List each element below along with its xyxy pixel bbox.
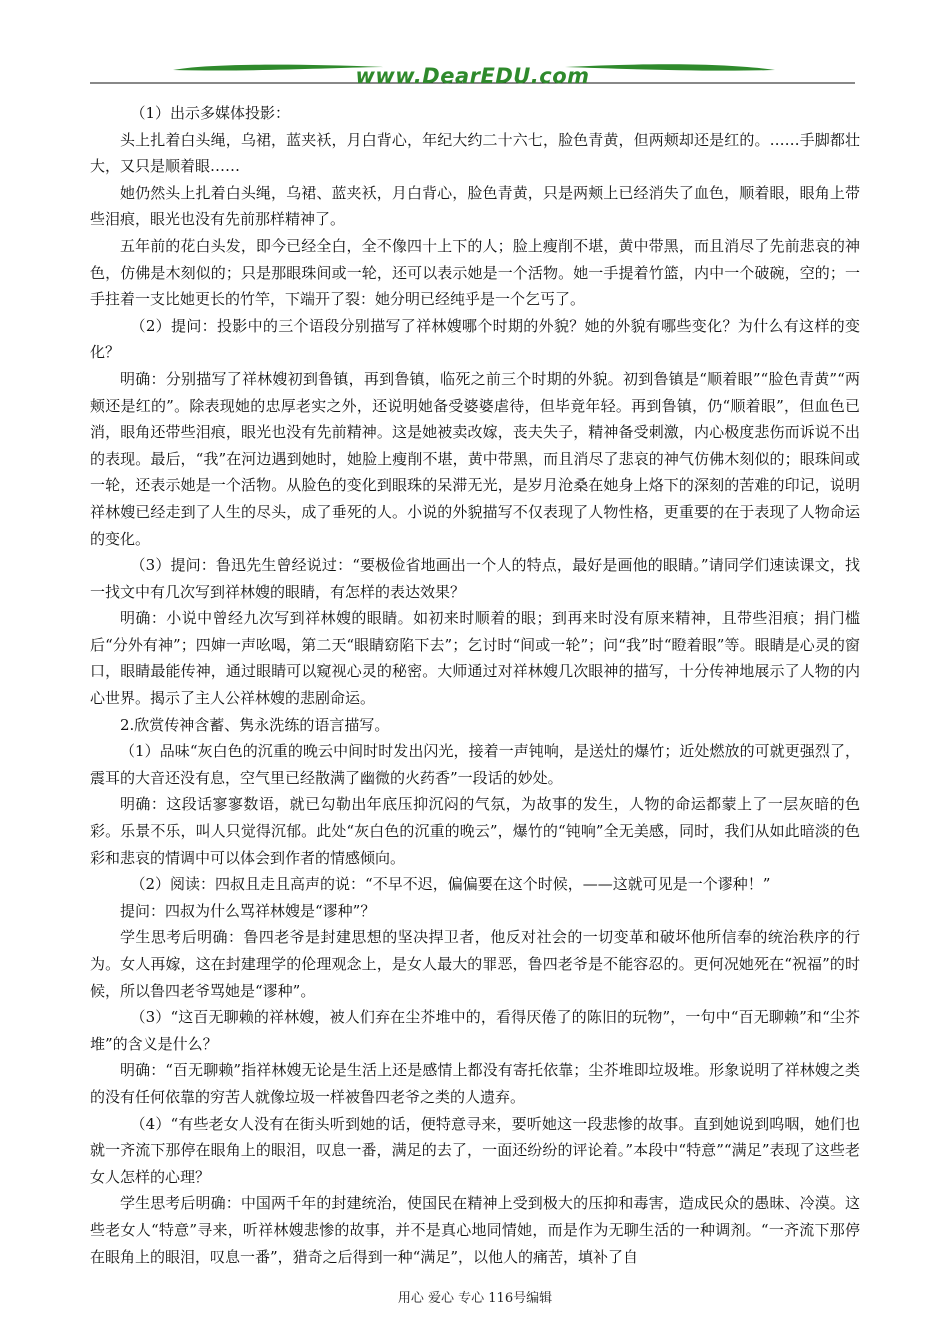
paragraph: 头上扎着白头绳，乌裙，蓝夹袄，月白背心，年纪大约二十六七，脸色青黄，但两颊却还是红的。……手脚都壮大，又只是顺着眼…… bbox=[90, 130, 860, 176]
site-logo-text[interactable]: www.DearEDU.com bbox=[355, 64, 590, 88]
paragraph: 学生思考后明确：中国两千年的封建统治，使国民在精神上受到极大的压抑和毒害，造成民众的愚昧、冷漠。这些老女人“特意”寻来，听祥林嫂悲惨的故事，并不是真心地同情她，而是作为无聊生活的一种调剂。“一齐流下那停在眼角上的眼泪，叹息一番”，猎奇之后得到一种“满足”，以他人的痛苦，填补了自 bbox=[90, 1194, 860, 1266]
paragraph: （3）提问：鲁迅先生曾经说过：“要极俭省地画出一个人的特点，最好是画他的眼睛。”请同学们速读课文，找一找文中有几次写到祥林嫂的眼睛，有怎样的表达效果？ bbox=[90, 556, 860, 601]
paragraph: 2.欣赏传神含蓄、隽永洗练的语言描写。 bbox=[120, 715, 390, 734]
paragraph: 明确：分别描写了祥林嫂初到鲁镇，再到鲁镇，临死之前三个时期的外貌。初到鲁镇是“顺着眼”“脸色青黄”“两颊还是红的”。除表现她的忠厚老实之外，还说明她备受婆婆虐待，但毕竟年轻。再到鲁镇，仍“顺着眼”，但血色已消，眼角还带些泪痕，眼光也没有先前精神。这是她被卖改嫁，丧夫失子，精神备受刺激，内心极度悲伤而诉说不出的表现。最后，“我”在河边遇到她时，她脸上瘦削不堪，黄中带黑，而且消尽了悲哀的神气仿佛木刻似的；眼珠间或一轮，还表示她是一个活物。从脸色的变化到眼珠的呆滞无光，是岁月沧桑在她身上烙下的深刻的苦难的印记，说明祥林嫂已经走到了人生的尽头，成了垂死的人。小说的外貌描写不仅表现了人物性格，更重要的在于表现了人物命运的变化。 bbox=[90, 369, 860, 548]
paragraph: 提问：四叔为什么骂祥林嫂是“谬种”？ bbox=[120, 901, 376, 920]
paragraph: （4）“有些老女人没有在街头听到她的话，便特意寻来，要听她这一段悲惨的故事。直到她说到呜咽，她们也就一齐流下那停在眼角上的眼泪，叹息一番，满足的去了，一面还纷纷的评论着。”本段中“特意”“满足”表现了这些老女人怎样的心理？ bbox=[90, 1114, 860, 1186]
paragraph: 明确：小说中曾经九次写到祥林嫂的眼睛。如初来时顺着的眼；到再来时没有原来精神，且带些泪痕；捐门槛后“分外有神”；四婶一声吆喝，第二天“眼睛窈陷下去”；乞讨时“间或一轮”；问“我”时“瞪着眼”等。眼睛是心灵的窗口，眼睛最能传神，通过眼睛可以窥视心灵的秘密。大师通过对祥林嫂几次眼神的描写，十分传神地展示了人物的内心世界。揭示了主人公祥林嫂的悲剧命运。 bbox=[90, 609, 860, 708]
paragraph: 明确：这段话寥寥数语，就已勾勒出年底压抑沉闷的气氛，为故事的发生，人物的命运都蒙上了一层灰暗的色彩。乐景不乐，叫人只觉得沉郁。此处“灰白色的沉重的晚云”，爆竹的“钝响”全无美感，同时，我们从如此暗淡的色彩和悲哀的情调中可以体会到作者的情感倾向。 bbox=[90, 795, 860, 867]
paragraph: 五年前的花白头发，即今已经全白，全不像四十上下的人；脸上瘦削不堪，黄中带黑，而且消尽了先前悲哀的神色，仿佛是木刻似的；只是那眼珠间或一轮，还可以表示她是一个活物。她一手提着竹篮，内中一个破碗，空的；一手拄着一支比她更长的竹竿，下端开了裂：她分明已经纯乎是一个乞丐了。 bbox=[90, 236, 860, 309]
paragraph: （1）出示多媒体投影： bbox=[130, 104, 291, 122]
document-body bbox=[90, 100, 860, 1270]
paragraph: （3）“这百无聊赖的祥林嫂，被人们弃在尘芥堆中的，看得厌倦了的陈旧的玩物”，一句中“百无聊赖”和“尘芥堆”的含义是什么？ bbox=[90, 1008, 860, 1053]
page-footer: 用心 爱心 专心 116号编辑 bbox=[397, 1291, 553, 1306]
paragraph: 她仍然头上扎着白头绳，乌裙、蓝夹袄，月白背心，脸色青黄，只是两颊上已经消失了血色，顺着眼，眼角上带些泪痕，眼光也没有先前那样精神了。 bbox=[90, 183, 860, 229]
paragraph: （1）品味“灰白色的沉重的晚云中间时时发出闪光，接着一声钝响，是送灶的爆竹；近处燃放的可就更强烈了，震耳的大音还没有息，空气里已经散满了幽微的火药香”一段话的妙处。 bbox=[90, 742, 860, 787]
page-header bbox=[85, 60, 860, 94]
paragraph: （2）提问：投影中的三个语段分别描写了祥林嫂哪个时期的外貌？她的外貌有哪些变化？为什么有这样的变化？ bbox=[90, 316, 860, 362]
paragraph: 学生思考后明确：鲁四老爷是封建思想的坚决捍卫者，他反对社会的一切变革和破坏他所信奉的统治秩序的行为。女人再嫁，这在封建理学的伦理观念上，是女人最大的罪恶，鲁四老爷是不能容忍的。更何况她死在“祝福”的时候，所以鲁四老爷骂她是“谬种”。 bbox=[90, 928, 860, 1000]
paragraph: （2）阅读：四叔且走且高声的说：“不早不迟，偏偏要在这个时候，——这就可见是一个谬种！” bbox=[130, 875, 771, 894]
paragraph: 明确：“百无聊赖”指祥林嫂无论是生活上还是感情上都没有寄托依靠；尘芥堆即垃圾堆。形象说明了祥林嫂之类的没有任何依靠的穷苦人就像垃圾一样被鲁四老爷之类的人遗弃。 bbox=[90, 1061, 860, 1106]
